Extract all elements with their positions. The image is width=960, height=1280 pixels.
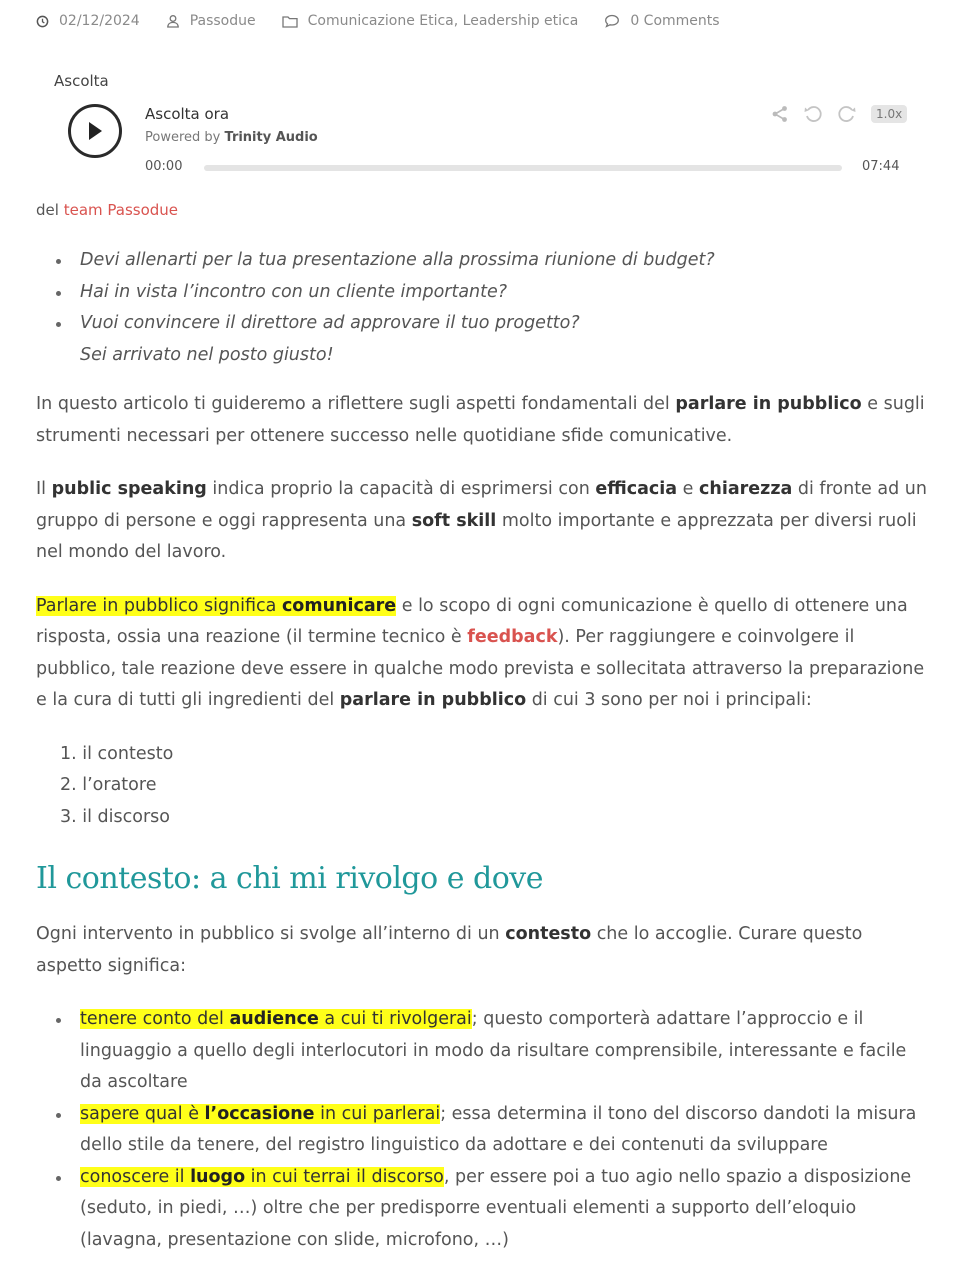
forward-icon	[837, 104, 857, 124]
text: ; essa determina il tono del discorso dandoti la misura dello stile da tenere, del registro linguistico da adottare e dei contenuti da sviluppare	[80, 1103, 917, 1155]
highlight	[36, 596, 396, 616]
byline-link[interactable]: team Passodue	[63, 201, 179, 219]
bold-text: soft skill	[411, 510, 497, 531]
current-time: 00:00	[145, 159, 183, 174]
forward-button[interactable]	[837, 104, 857, 124]
text: , per essere poi a tuo agio nello spazio a disposizione (seduto, in piedi, …) oltre che per predisporre eventuali elementi a supporto dell’eloquio (lavagna, presentazione con slide, microfono, …)	[80, 1166, 912, 1250]
text: in cui parlerai	[314, 1103, 441, 1124]
text: di fronte ad un gruppo di persone e oggi rappresenta una	[36, 479, 927, 531]
list-item: Hai in vista l’incontro con un cliente importante?	[36, 277, 931, 309]
text: in cui terrai il discorso	[245, 1166, 444, 1187]
highlight	[80, 1167, 444, 1187]
meta-author[interactable]	[166, 13, 256, 29]
player-powered-by	[145, 130, 318, 145]
list-item	[36, 1004, 931, 1099]
text: tenere conto del	[80, 1009, 230, 1029]
list-item: 1. il contesto	[60, 743, 174, 764]
list-item	[36, 1099, 931, 1162]
highlight	[80, 1009, 472, 1029]
player-controls	[771, 104, 907, 124]
rewind-icon	[803, 104, 823, 124]
total-time: 07:44	[862, 159, 900, 174]
play-button[interactable]	[68, 104, 122, 158]
article-body	[36, 245, 931, 1256]
byline-prefix: del	[36, 201, 59, 219]
text: In questo articolo ti guideremo a riflettere sugli aspetti fondamentali del	[36, 394, 676, 414]
meta-comments[interactable]	[604, 13, 719, 29]
section-heading: Il contesto: a chi mi rivolgo e dove	[36, 861, 543, 896]
paragraph-intro	[36, 389, 931, 452]
meta-author-text[interactable]: Passodue	[189, 13, 256, 29]
progress-track[interactable]	[204, 165, 842, 171]
share-icon	[771, 105, 789, 123]
list-item: Vuoi convincere il direttore ad approvare il tuo progetto?	[36, 308, 931, 340]
paragraph-communicate	[36, 591, 931, 717]
meta-date	[36, 13, 140, 29]
text: ; questo comporterà adattare l’approccio e il linguaggio a quello degli interlocutori in modo da risultare comprensibile, interessante e facile da ascoltare	[80, 1009, 907, 1092]
meta-comments-text[interactable]: 0 Comments	[630, 13, 720, 29]
post-meta	[36, 10, 746, 32]
player-label: Ascolta	[54, 72, 109, 90]
text: sapere qual è	[80, 1103, 205, 1124]
bold-text: audience	[229, 1009, 319, 1029]
paragraph-context	[36, 919, 931, 982]
meta-categories[interactable]	[282, 13, 579, 29]
highlight	[80, 1104, 440, 1124]
text: ). Per raggiungere e coinvolgere il pubblico, tale reazione deve essere in qualche modo prevista e sollecitata attraverso la preparazione e la cura di tutti gli ingredienti del	[36, 627, 925, 710]
bold-text: luogo	[190, 1166, 246, 1187]
ingredients-list	[36, 739, 931, 834]
list-item	[36, 1162, 931, 1257]
text: e	[677, 479, 699, 499]
feedback-term: feedback	[467, 627, 558, 647]
rewind-button[interactable]	[803, 104, 823, 124]
bold-text: parlare in pubblico	[675, 394, 862, 414]
text: Parlare in pubblico significa	[36, 595, 282, 616]
bold-text: efficacia	[595, 479, 678, 499]
text: Il	[36, 479, 52, 499]
meta-date-text: 02/12/2024	[59, 13, 140, 29]
play-icon	[85, 120, 105, 142]
bold-text: l’occasione	[204, 1103, 315, 1124]
user-icon	[166, 14, 180, 28]
question-list	[36, 245, 931, 371]
text: indica proprio la capacità di esprimersi con	[206, 479, 596, 499]
share-button[interactable]	[771, 105, 789, 123]
meta-categories-text[interactable]: Comunicazione Etica, Leadership etica	[307, 13, 579, 29]
clock-icon	[36, 15, 49, 28]
text: molto importante e apprezzata per diversi ruoli nel mondo del lavoro.	[36, 510, 917, 562]
bold-text: public speaking	[51, 479, 207, 499]
list-item: Devi allenarti per la tua presentazione alla prossima riunione di budget?	[36, 245, 931, 277]
text: che lo accoglie. Curare questo aspetto significa:	[36, 924, 863, 976]
folder-icon	[282, 15, 298, 28]
text: Ogni intervento in pubblico si svolge all’interno di un	[36, 924, 506, 944]
text: conoscere il	[80, 1166, 191, 1187]
byline	[36, 201, 178, 219]
bold-text: comunicare	[281, 595, 397, 616]
bold-text: chiarezza	[699, 479, 793, 499]
paragraph-public-speaking	[36, 474, 931, 569]
bold-text: parlare in pubblico	[339, 690, 527, 710]
list-item: 3. il discorso	[60, 806, 170, 827]
text: di cui 3 sono per noi i principali:	[526, 690, 812, 710]
context-list	[36, 1004, 931, 1256]
player-title: Ascolta ora	[145, 105, 230, 123]
questions-tail: Sei arrivato nel posto giusto!	[80, 344, 334, 365]
text: a cui ti rivolgerai	[318, 1009, 472, 1029]
powered-brand[interactable]: Trinity Audio	[224, 130, 318, 145]
text: e sugli strumenti necessari per ottenere successo nelle quotidiane sfide comunicative.	[36, 394, 925, 446]
text: e lo scopo di ogni comunicazione è quello di ottenere una risposta, ossia una reazione (il termine tecnico è	[36, 595, 908, 647]
comment-icon	[604, 14, 620, 28]
powered-prefix: Powered by	[145, 130, 221, 145]
list-item: 2. l’oratore	[60, 775, 157, 795]
speed-button[interactable]: 1.0x	[871, 105, 907, 123]
bold-text: contesto	[505, 924, 592, 944]
